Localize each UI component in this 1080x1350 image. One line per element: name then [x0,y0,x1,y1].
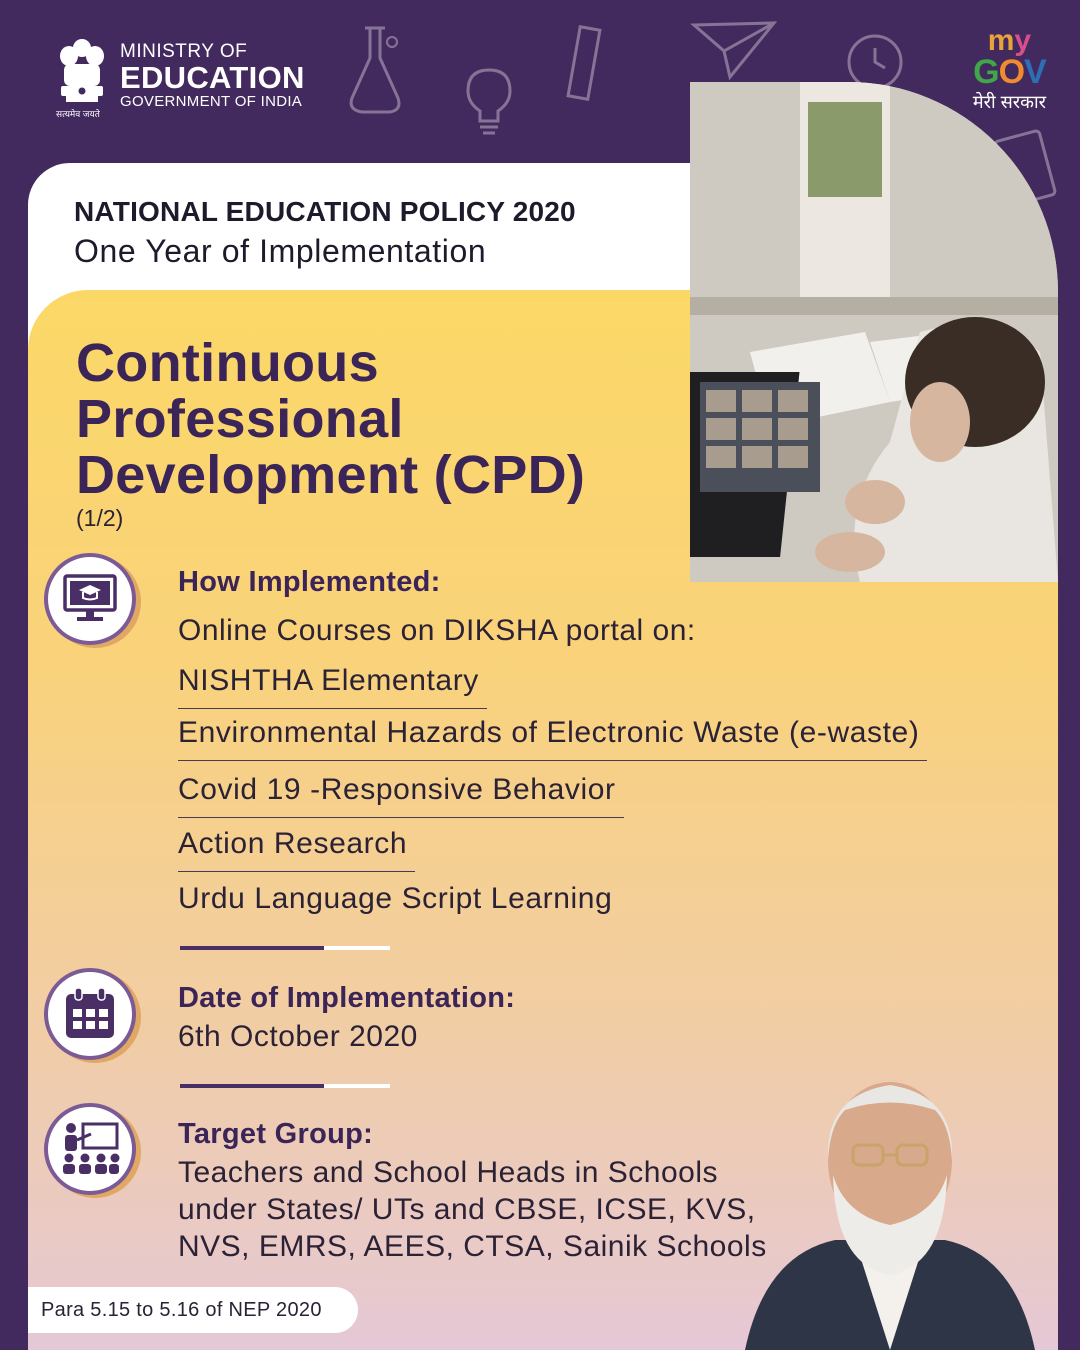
how-implemented-heading: How Implemented: [178,566,441,598]
main-title-line-2: Professional [76,389,404,449]
policy-subtitle: One Year of Implementation [74,233,487,269]
course-item: Covid 19 -Responsive Behavior [178,773,624,818]
course-item: NISHTHA Elementary [178,664,487,709]
ministry-of-education-logo [56,34,305,118]
lightbulb-doodle-icon [452,55,527,140]
portrait-photo [735,1065,1045,1350]
date-heading: Date of Implementation: [178,982,516,1014]
pencil-doodle-icon [560,20,610,120]
national-emblem-icon [56,34,108,118]
mygov-tagline: मेरी सरकार [972,92,1046,113]
date-value: 6th October 2020 [178,1020,418,1053]
teacher-classroom-icon [44,1103,136,1195]
section-divider [180,946,390,950]
section-divider [180,1084,390,1088]
policy-title: NATIONAL EDUCATION POLICY 2020 [74,196,576,227]
reference-chip: Para 5.15 to 5.16 of NEP 2020 [28,1287,358,1333]
target-group-line-2: under States/ UTs and CBSE, ICSE, KVS, [178,1193,756,1226]
how-implemented-intro: Online Courses on DIKSHA portal on: [178,614,696,647]
main-title [76,333,586,505]
classroom-photo [690,82,1058,582]
main-title-line-3: Development (CPD) [76,445,586,505]
target-group-heading: Target Group: [178,1118,374,1150]
target-group-line-1: Teachers and School Heads in Schools [178,1156,718,1189]
course-item: Urdu Language Script Learning [178,882,613,915]
ministry-line-3: GOVERNMENT OF INDIA [120,93,303,111]
course-item: Action Research [178,827,415,872]
course-item: Environmental Hazards of Electronic Waste (e-waste) [178,716,927,761]
online-learning-icon [44,553,136,645]
main-title-line-1: Continuous [76,333,379,393]
calendar-icon [44,968,136,1060]
mygov-logo: my GOV मेरी सरकार [972,24,1046,113]
flask-doodle-icon [340,20,410,120]
ministry-line-2: EDUCATION [120,59,305,95]
part-indicator: (1/2) [76,505,124,531]
paper-plane-doodle-icon [690,15,780,85]
emblem-caption: सत्यमेव जयते [56,109,100,119]
ministry-line-1: MINISTRY OF [120,40,248,62]
target-group-line-3: NVS, EMRS, AEES, CTSA, Sainik Schools [178,1230,767,1263]
